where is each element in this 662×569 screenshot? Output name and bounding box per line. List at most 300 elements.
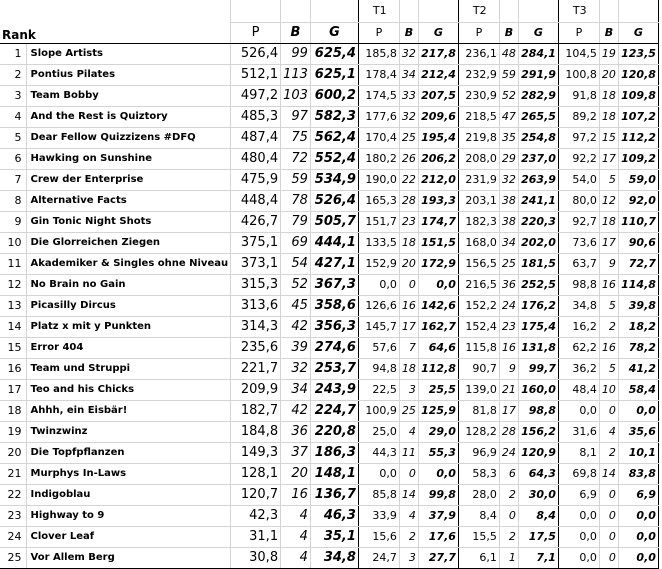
t3-score: 72,7 <box>618 253 658 274</box>
t2-score: 181,5 <box>518 253 558 274</box>
total-score: 625,1 <box>310 64 358 85</box>
team-name: Teo and his Chicks <box>26 379 231 400</box>
team-name: Error 404 <box>26 337 231 358</box>
t3-score: 0,0 <box>618 505 658 526</box>
rank-cell: 21 <box>0 463 26 484</box>
t1-score: 151,5 <box>418 232 458 253</box>
t1-points: 126,6 <box>358 295 399 316</box>
total-bonus: 36 <box>281 421 311 442</box>
table-row <box>0 358 658 379</box>
t2-points: 90,7 <box>458 358 499 379</box>
total-points: 480,4 <box>231 148 281 169</box>
t1-points: 25,0 <box>358 421 399 442</box>
team-name: Die Topfpflanzen <box>26 442 231 463</box>
total-score: 46,3 <box>310 505 358 526</box>
total-bonus: 59 <box>281 169 311 190</box>
t3-bonus: 16 <box>599 274 618 295</box>
t3-score: 0,0 <box>618 400 658 421</box>
t1-points: 100,9 <box>358 400 399 421</box>
table-row <box>0 169 658 190</box>
team-name: Pontius Pilates <box>26 64 231 85</box>
t1-score: 212,0 <box>418 169 458 190</box>
team-name: Murphys In-Laws <box>26 463 231 484</box>
t3-score: 78,2 <box>618 337 658 358</box>
header-row-rounds <box>0 0 658 22</box>
t2-points: 156,5 <box>458 253 499 274</box>
t3-score: 18,2 <box>618 316 658 337</box>
total-bonus: 113 <box>281 64 311 85</box>
t2-score: 282,9 <box>518 85 558 106</box>
t3-bonus: 18 <box>599 211 618 232</box>
total-bonus: 97 <box>281 106 311 127</box>
rank-cell: 18 <box>0 400 26 421</box>
t1-score: 217,8 <box>418 43 458 64</box>
t1-score: 193,3 <box>418 190 458 211</box>
t3-bonus: 5 <box>599 358 618 379</box>
rank-header: Rank <box>0 0 231 43</box>
total-points: 526,4 <box>231 43 281 64</box>
rank-cell: 25 <box>0 547 26 568</box>
rank-cell: 12 <box>0 274 26 295</box>
t3-score: 41,2 <box>618 358 658 379</box>
t3-score: 59,0 <box>618 169 658 190</box>
rank-cell: 1 <box>0 43 26 64</box>
t2-score: 8,4 <box>518 505 558 526</box>
t2-score: 252,5 <box>518 274 558 295</box>
t2-score: 175,4 <box>518 316 558 337</box>
total-points: 30,8 <box>231 547 281 568</box>
t1-bonus: 18 <box>399 232 418 253</box>
t1-bonus: 11 <box>399 442 418 463</box>
total-points: 315,3 <box>231 274 281 295</box>
t2-points: 128,2 <box>458 421 499 442</box>
t3-bonus: 5 <box>599 295 618 316</box>
t1-score: 206,2 <box>418 148 458 169</box>
total-score: 367,3 <box>310 274 358 295</box>
t3-points: 0,0 <box>558 526 599 547</box>
t3-bonus: 18 <box>599 106 618 127</box>
t1-bonus: 25 <box>399 400 418 421</box>
total-score: 600,2 <box>310 85 358 106</box>
t3-bonus: 10 <box>599 379 618 400</box>
t2-points: 216,5 <box>458 274 499 295</box>
total-points: 31,1 <box>231 526 281 547</box>
t1-bonus: 4 <box>399 505 418 526</box>
t2-points: 115,8 <box>458 337 499 358</box>
t2-bonus: 36 <box>499 274 518 295</box>
t3-bonus: 2 <box>599 316 618 337</box>
t1-bonus: 33 <box>399 85 418 106</box>
t3-points: 34,8 <box>558 295 599 316</box>
team-name: Crew der Enterprise <box>26 169 231 190</box>
t1-score: 0,0 <box>418 463 458 484</box>
t3-bonus: 0 <box>599 400 618 421</box>
t1-points: 33,9 <box>358 505 399 526</box>
t3-bonus: 17 <box>599 232 618 253</box>
t1-bonus: 16 <box>399 295 418 316</box>
t3-bonus: 0 <box>599 484 618 505</box>
t2-points: 231,9 <box>458 169 499 190</box>
t2-bonus: 6 <box>499 463 518 484</box>
t3-bonus: 19 <box>599 43 618 64</box>
t1-bonus: 28 <box>399 190 418 211</box>
t3-score: 6,9 <box>618 484 658 505</box>
t2-score: 160,0 <box>518 379 558 400</box>
t3-score: 83,8 <box>618 463 658 484</box>
total-points: 128,1 <box>231 463 281 484</box>
round-title-t2: T2 <box>458 0 499 22</box>
t1-points: 145,7 <box>358 316 399 337</box>
t1-score: 125,9 <box>418 400 458 421</box>
rank-cell: 5 <box>0 127 26 148</box>
t3-bonus: 0 <box>599 526 618 547</box>
t3-score: 107,2 <box>618 106 658 127</box>
t1-points: 0,0 <box>358 463 399 484</box>
t1-score: 162,7 <box>418 316 458 337</box>
header-b: B <box>281 22 311 43</box>
total-points: 182,7 <box>231 400 281 421</box>
t3-points: 104,5 <box>558 43 599 64</box>
total-score: 552,4 <box>310 148 358 169</box>
t1-bonus: 18 <box>399 358 418 379</box>
table-row <box>0 442 658 463</box>
total-score: 358,6 <box>310 295 358 316</box>
t1-points: 57,6 <box>358 337 399 358</box>
t2-bonus: 16 <box>499 337 518 358</box>
t1-points: 185,8 <box>358 43 399 64</box>
t1-header-b: B <box>399 22 418 43</box>
rank-cell: 20 <box>0 442 26 463</box>
t1-score: 207,5 <box>418 85 458 106</box>
t3-score: 112,2 <box>618 127 658 148</box>
t3-points: 62,2 <box>558 337 599 358</box>
t1-points: 22,5 <box>358 379 399 400</box>
table-row <box>0 505 658 526</box>
t2-bonus: 9 <box>499 358 518 379</box>
t1-score: 142,6 <box>418 295 458 316</box>
t1-score: 27,7 <box>418 547 458 568</box>
t1-score: 0,0 <box>418 274 458 295</box>
t1-points: 15,6 <box>358 526 399 547</box>
table-row <box>0 43 658 64</box>
total-score: 253,7 <box>310 358 358 379</box>
rank-cell: 15 <box>0 337 26 358</box>
rank-cell: 22 <box>0 484 26 505</box>
t3-points: 0,0 <box>558 505 599 526</box>
rank-cell: 24 <box>0 526 26 547</box>
total-score: 427,1 <box>310 253 358 274</box>
t2-points: 236,1 <box>458 43 499 64</box>
t2-bonus: 24 <box>499 295 518 316</box>
total-points: 314,3 <box>231 316 281 337</box>
t3-score: 109,8 <box>618 85 658 106</box>
t1-points: 0,0 <box>358 274 399 295</box>
t3-score: 10,1 <box>618 442 658 463</box>
team-name: Akademiker & Singles ohne Niveau <box>26 253 231 274</box>
rank-cell: 14 <box>0 316 26 337</box>
table-row <box>0 400 658 421</box>
t1-bonus: 32 <box>399 43 418 64</box>
table-row <box>0 127 658 148</box>
t1-points: 177,6 <box>358 106 399 127</box>
total-points: 485,3 <box>231 106 281 127</box>
t3-points: 16,2 <box>558 316 599 337</box>
rank-cell: 2 <box>0 64 26 85</box>
t2-points: 182,3 <box>458 211 499 232</box>
t3-bonus: 0 <box>599 505 618 526</box>
t2-bonus: 47 <box>499 106 518 127</box>
t3-bonus: 17 <box>599 148 618 169</box>
t1-header-p: P <box>358 22 399 43</box>
total-score: 224,7 <box>310 400 358 421</box>
t1-points: 165,3 <box>358 190 399 211</box>
t1-bonus: 20 <box>399 253 418 274</box>
total-points: 221,7 <box>231 358 281 379</box>
rank-cell: 19 <box>0 421 26 442</box>
t3-points: 0,0 <box>558 547 599 568</box>
total-score: 243,9 <box>310 379 358 400</box>
team-name: And the Rest is Quiztory <box>26 106 231 127</box>
t1-score: 37,9 <box>418 505 458 526</box>
total-points: 209,9 <box>231 379 281 400</box>
team-name: Dear Fellow Quizzizens #DFQ <box>26 127 231 148</box>
t3-points: 80,0 <box>558 190 599 211</box>
total-bonus: 52 <box>281 274 311 295</box>
t1-score: 174,7 <box>418 211 458 232</box>
t2-points: 139,0 <box>458 379 499 400</box>
total-bonus: 20 <box>281 463 311 484</box>
t2-score: 156,2 <box>518 421 558 442</box>
t2-score: 7,1 <box>518 547 558 568</box>
team-name: No Brain no Gain <box>26 274 231 295</box>
t2-points: 219,8 <box>458 127 499 148</box>
t3-bonus: 18 <box>599 85 618 106</box>
t3-score: 123,5 <box>618 43 658 64</box>
total-bonus: 16 <box>281 484 311 505</box>
total-points: 235,6 <box>231 337 281 358</box>
table-row <box>0 463 658 484</box>
t3-bonus: 12 <box>599 190 618 211</box>
header-p: P <box>231 22 281 43</box>
t2-points: 8,4 <box>458 505 499 526</box>
t2-bonus: 34 <box>499 232 518 253</box>
t2-score: 99,7 <box>518 358 558 379</box>
team-name: Vor Allem Berg <box>26 547 231 568</box>
t3-points: 63,7 <box>558 253 599 274</box>
t3-header-b: B <box>599 22 618 43</box>
t3-points: 48,4 <box>558 379 599 400</box>
t1-score: 64,6 <box>418 337 458 358</box>
t1-score: 17,6 <box>418 526 458 547</box>
t2-points: 6,1 <box>458 547 499 568</box>
total-score: 625,4 <box>310 43 358 64</box>
t2-points: 81,8 <box>458 400 499 421</box>
t2-points: 208,0 <box>458 148 499 169</box>
t3-bonus: 20 <box>599 64 618 85</box>
rank-cell: 11 <box>0 253 26 274</box>
t1-score: 209,6 <box>418 106 458 127</box>
team-name: Clover Leaf <box>26 526 231 547</box>
t3-points: 69,8 <box>558 463 599 484</box>
t2-score: 241,1 <box>518 190 558 211</box>
t1-points: 44,3 <box>358 442 399 463</box>
t2-score: 120,9 <box>518 442 558 463</box>
t3-points: 6,9 <box>558 484 599 505</box>
rank-cell: 10 <box>0 232 26 253</box>
total-score: 34,8 <box>310 547 358 568</box>
table-row <box>0 379 658 400</box>
t3-points: 54,0 <box>558 169 599 190</box>
total-score: 274,6 <box>310 337 358 358</box>
t2-bonus: 59 <box>499 64 518 85</box>
team-name: Picasilly Dircus <box>26 295 231 316</box>
t2-bonus: 17 <box>499 400 518 421</box>
t3-score: 109,2 <box>618 148 658 169</box>
t3-points: 0,0 <box>558 400 599 421</box>
t3-bonus: 9 <box>599 253 618 274</box>
table-row <box>0 274 658 295</box>
total-points: 448,4 <box>231 190 281 211</box>
rank-cell: 13 <box>0 295 26 316</box>
t1-score: 99,8 <box>418 484 458 505</box>
t1-bonus: 4 <box>399 421 418 442</box>
t2-points: 152,4 <box>458 316 499 337</box>
t2-points: 203,1 <box>458 190 499 211</box>
total-points: 497,2 <box>231 85 281 106</box>
t1-bonus: 25 <box>399 127 418 148</box>
t2-bonus: 28 <box>499 421 518 442</box>
t1-bonus: 17 <box>399 316 418 337</box>
t1-score: 172,9 <box>418 253 458 274</box>
team-name: Team und Struppi <box>26 358 231 379</box>
t2-bonus: 29 <box>499 148 518 169</box>
t2-bonus: 23 <box>499 316 518 337</box>
round-title-t1: T1 <box>358 0 399 22</box>
t1-bonus: 0 <box>399 463 418 484</box>
t3-bonus: 2 <box>599 442 618 463</box>
t2-score: 176,2 <box>518 295 558 316</box>
total-score: 444,1 <box>310 232 358 253</box>
total-score: 582,3 <box>310 106 358 127</box>
t1-bonus: 2 <box>399 526 418 547</box>
t1-score: 55,3 <box>418 442 458 463</box>
t3-points: 31,6 <box>558 421 599 442</box>
t3-points: 100,8 <box>558 64 599 85</box>
table-row <box>0 253 658 274</box>
t2-points: 218,5 <box>458 106 499 127</box>
total-bonus: 45 <box>281 295 311 316</box>
t2-score: 265,5 <box>518 106 558 127</box>
t3-header-g: G <box>618 22 658 43</box>
t1-points: 170,4 <box>358 127 399 148</box>
rank-cell: 9 <box>0 211 26 232</box>
total-score: 534,9 <box>310 169 358 190</box>
t2-score: 131,8 <box>518 337 558 358</box>
t1-score: 212,4 <box>418 64 458 85</box>
t3-points: 98,8 <box>558 274 599 295</box>
t1-points: 24,7 <box>358 547 399 568</box>
t3-points: 89,2 <box>558 106 599 127</box>
t2-score: 220,3 <box>518 211 558 232</box>
t2-bonus: 48 <box>499 43 518 64</box>
t2-bonus: 32 <box>499 169 518 190</box>
total-score: 505,7 <box>310 211 358 232</box>
team-name: Die Glorreichen Ziegen <box>26 232 231 253</box>
total-score: 562,4 <box>310 127 358 148</box>
t1-points: 180,2 <box>358 148 399 169</box>
rank-cell: 6 <box>0 148 26 169</box>
t3-bonus: 4 <box>599 421 618 442</box>
t1-points: 152,9 <box>358 253 399 274</box>
table-row <box>0 484 658 505</box>
team-name: Gin Tonic Night Shots <box>26 211 231 232</box>
t2-bonus: 24 <box>499 442 518 463</box>
total-points: 373,1 <box>231 253 281 274</box>
team-name: Hawking on Sunshine <box>26 148 231 169</box>
t3-score: 110,7 <box>618 211 658 232</box>
table-row <box>0 316 658 337</box>
t3-points: 97,2 <box>558 127 599 148</box>
t2-score: 98,8 <box>518 400 558 421</box>
team-name: Team Bobby <box>26 85 231 106</box>
t3-score: 92,0 <box>618 190 658 211</box>
total-bonus: 34 <box>281 379 311 400</box>
t3-bonus: 16 <box>599 337 618 358</box>
total-bonus: 79 <box>281 211 311 232</box>
total-score: 526,4 <box>310 190 358 211</box>
total-bonus: 72 <box>281 148 311 169</box>
table-row <box>0 421 658 442</box>
t3-points: 92,7 <box>558 211 599 232</box>
total-points: 426,7 <box>231 211 281 232</box>
round-title-t3: T3 <box>558 0 599 22</box>
t2-score: 237,0 <box>518 148 558 169</box>
total-bonus: 42 <box>281 316 311 337</box>
t2-points: 232,9 <box>458 64 499 85</box>
t2-bonus: 38 <box>499 211 518 232</box>
total-score: 186,3 <box>310 442 358 463</box>
table-row <box>0 547 658 568</box>
table-row <box>0 106 658 127</box>
t3-bonus: 5 <box>599 169 618 190</box>
t2-points: 152,2 <box>458 295 499 316</box>
t3-points: 73,6 <box>558 232 599 253</box>
rank-cell: 7 <box>0 169 26 190</box>
total-score: 35,1 <box>310 526 358 547</box>
total-bonus: 37 <box>281 442 311 463</box>
t2-header-p: P <box>458 22 499 43</box>
t2-bonus: 52 <box>499 85 518 106</box>
t3-score: 39,8 <box>618 295 658 316</box>
t3-score: 90,6 <box>618 232 658 253</box>
table-row <box>0 148 658 169</box>
total-points: 184,8 <box>231 421 281 442</box>
t3-points: 36,2 <box>558 358 599 379</box>
total-score: 136,7 <box>310 484 358 505</box>
team-name: Twinzwinz <box>26 421 231 442</box>
t1-points: 85,8 <box>358 484 399 505</box>
table-row <box>0 190 658 211</box>
t1-bonus: 7 <box>399 337 418 358</box>
team-name: Indigoblau <box>26 484 231 505</box>
rank-cell: 8 <box>0 190 26 211</box>
table-row <box>0 232 658 253</box>
total-score: 220,8 <box>310 421 358 442</box>
t3-bonus: 15 <box>599 127 618 148</box>
t1-score: 25,5 <box>418 379 458 400</box>
t2-bonus: 38 <box>499 190 518 211</box>
t1-score: 112,8 <box>418 358 458 379</box>
